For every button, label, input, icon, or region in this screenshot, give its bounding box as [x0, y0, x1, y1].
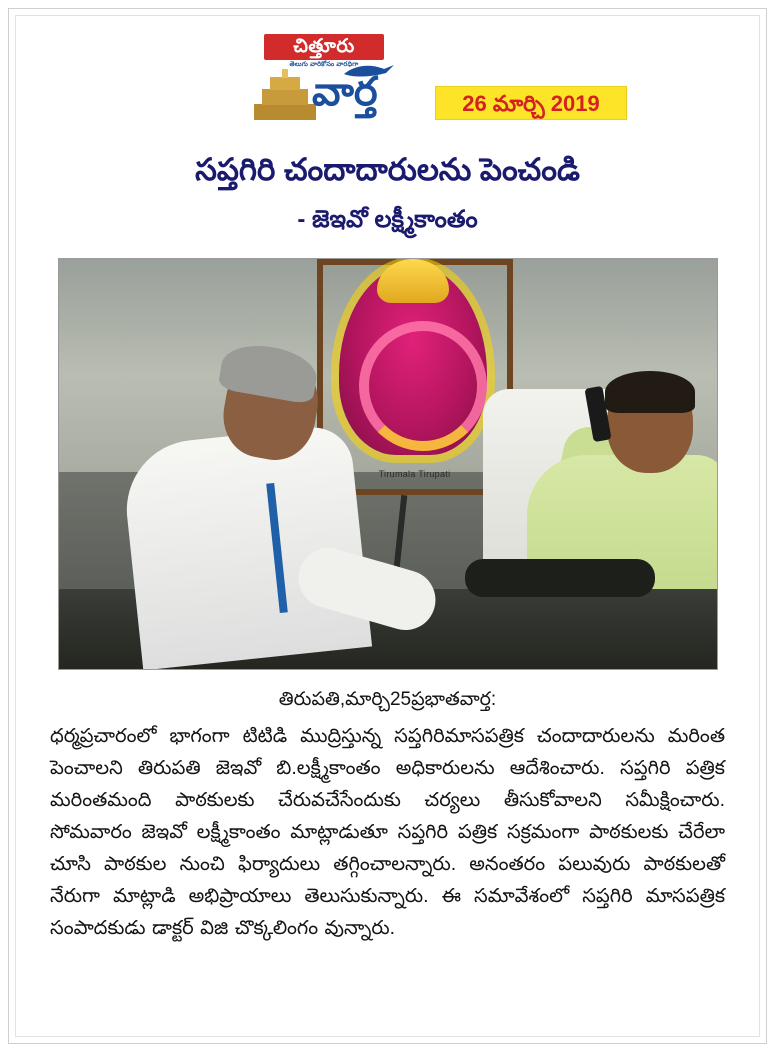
dateline: తిరుపతి,మార్చి25ప్రభాతవార్త: [278, 689, 497, 710]
temple-mid [262, 89, 308, 105]
temple-spire [282, 69, 288, 78]
logo-sub-text: తెలుగు వారికోసం వారధిగా [289, 61, 359, 68]
page-title: సప్తగిరి చందాదారులను పెంచండి [195, 152, 580, 187]
article-body: ధర్మప్రచారంలో భాగంగా టిటిడి ముద్రిస్తున్న సప్తగిరిమాసపత్రిక చందాదారులను మరింత పెంచాలని తిరుపతి జెఇవో బి.లక్ష్మీకాంతం అధికారులను ఆదేశించారు. సప్తగిరి పత్రిక మరింతమంది పాఠకులకు చేరువచేసేందుకు చర్యలు తీసుకోవాలని సమీక్షించారు. సోమవారం జెఇవో లక్ష్మీకాంతం మాట్లాడుతూ సప్తగిరి పత్రిక సక్రమంగా పాఠకులకు చేరేలా చూసి పాఠకుల నుంచి ఫిర్యాదులు తగ్గించాలన్నారు. అనంతరం పలువురు పాఠకులతో నేరుగా మాట్లాడి అభిప్రాయాలు తెలుసుకున్నారు. ఈ సమావేశంలో సప్తగిరి మాసపత్రిక సంపాదకుడు డాక్టర్ విజి చొక్కలింగం వున్నారు. [50, 725, 725, 939]
logo-top-text: చిత్తూరు [264, 34, 384, 60]
publication-logo [238, 34, 423, 122]
masthead [16, 34, 759, 126]
page-inner-border [15, 15, 760, 1037]
news-photo [58, 258, 718, 670]
person-left-shirt [119, 424, 371, 670]
chair-armrest [465, 559, 655, 597]
newspaper-page [8, 8, 767, 1044]
person-right-hair [605, 371, 695, 413]
temple-base [254, 104, 316, 120]
logo-main-text: వార్త [312, 70, 378, 114]
subheadline: - జెఇవో లక్ష్మీకాంతం [297, 206, 478, 233]
temple-icon [254, 70, 316, 120]
date-badge: 26 మార్చి 2019 [435, 86, 627, 120]
temple-top [270, 77, 300, 90]
frame-caption: Tirumala Tirupati [378, 469, 451, 479]
deity-garland [359, 321, 487, 451]
